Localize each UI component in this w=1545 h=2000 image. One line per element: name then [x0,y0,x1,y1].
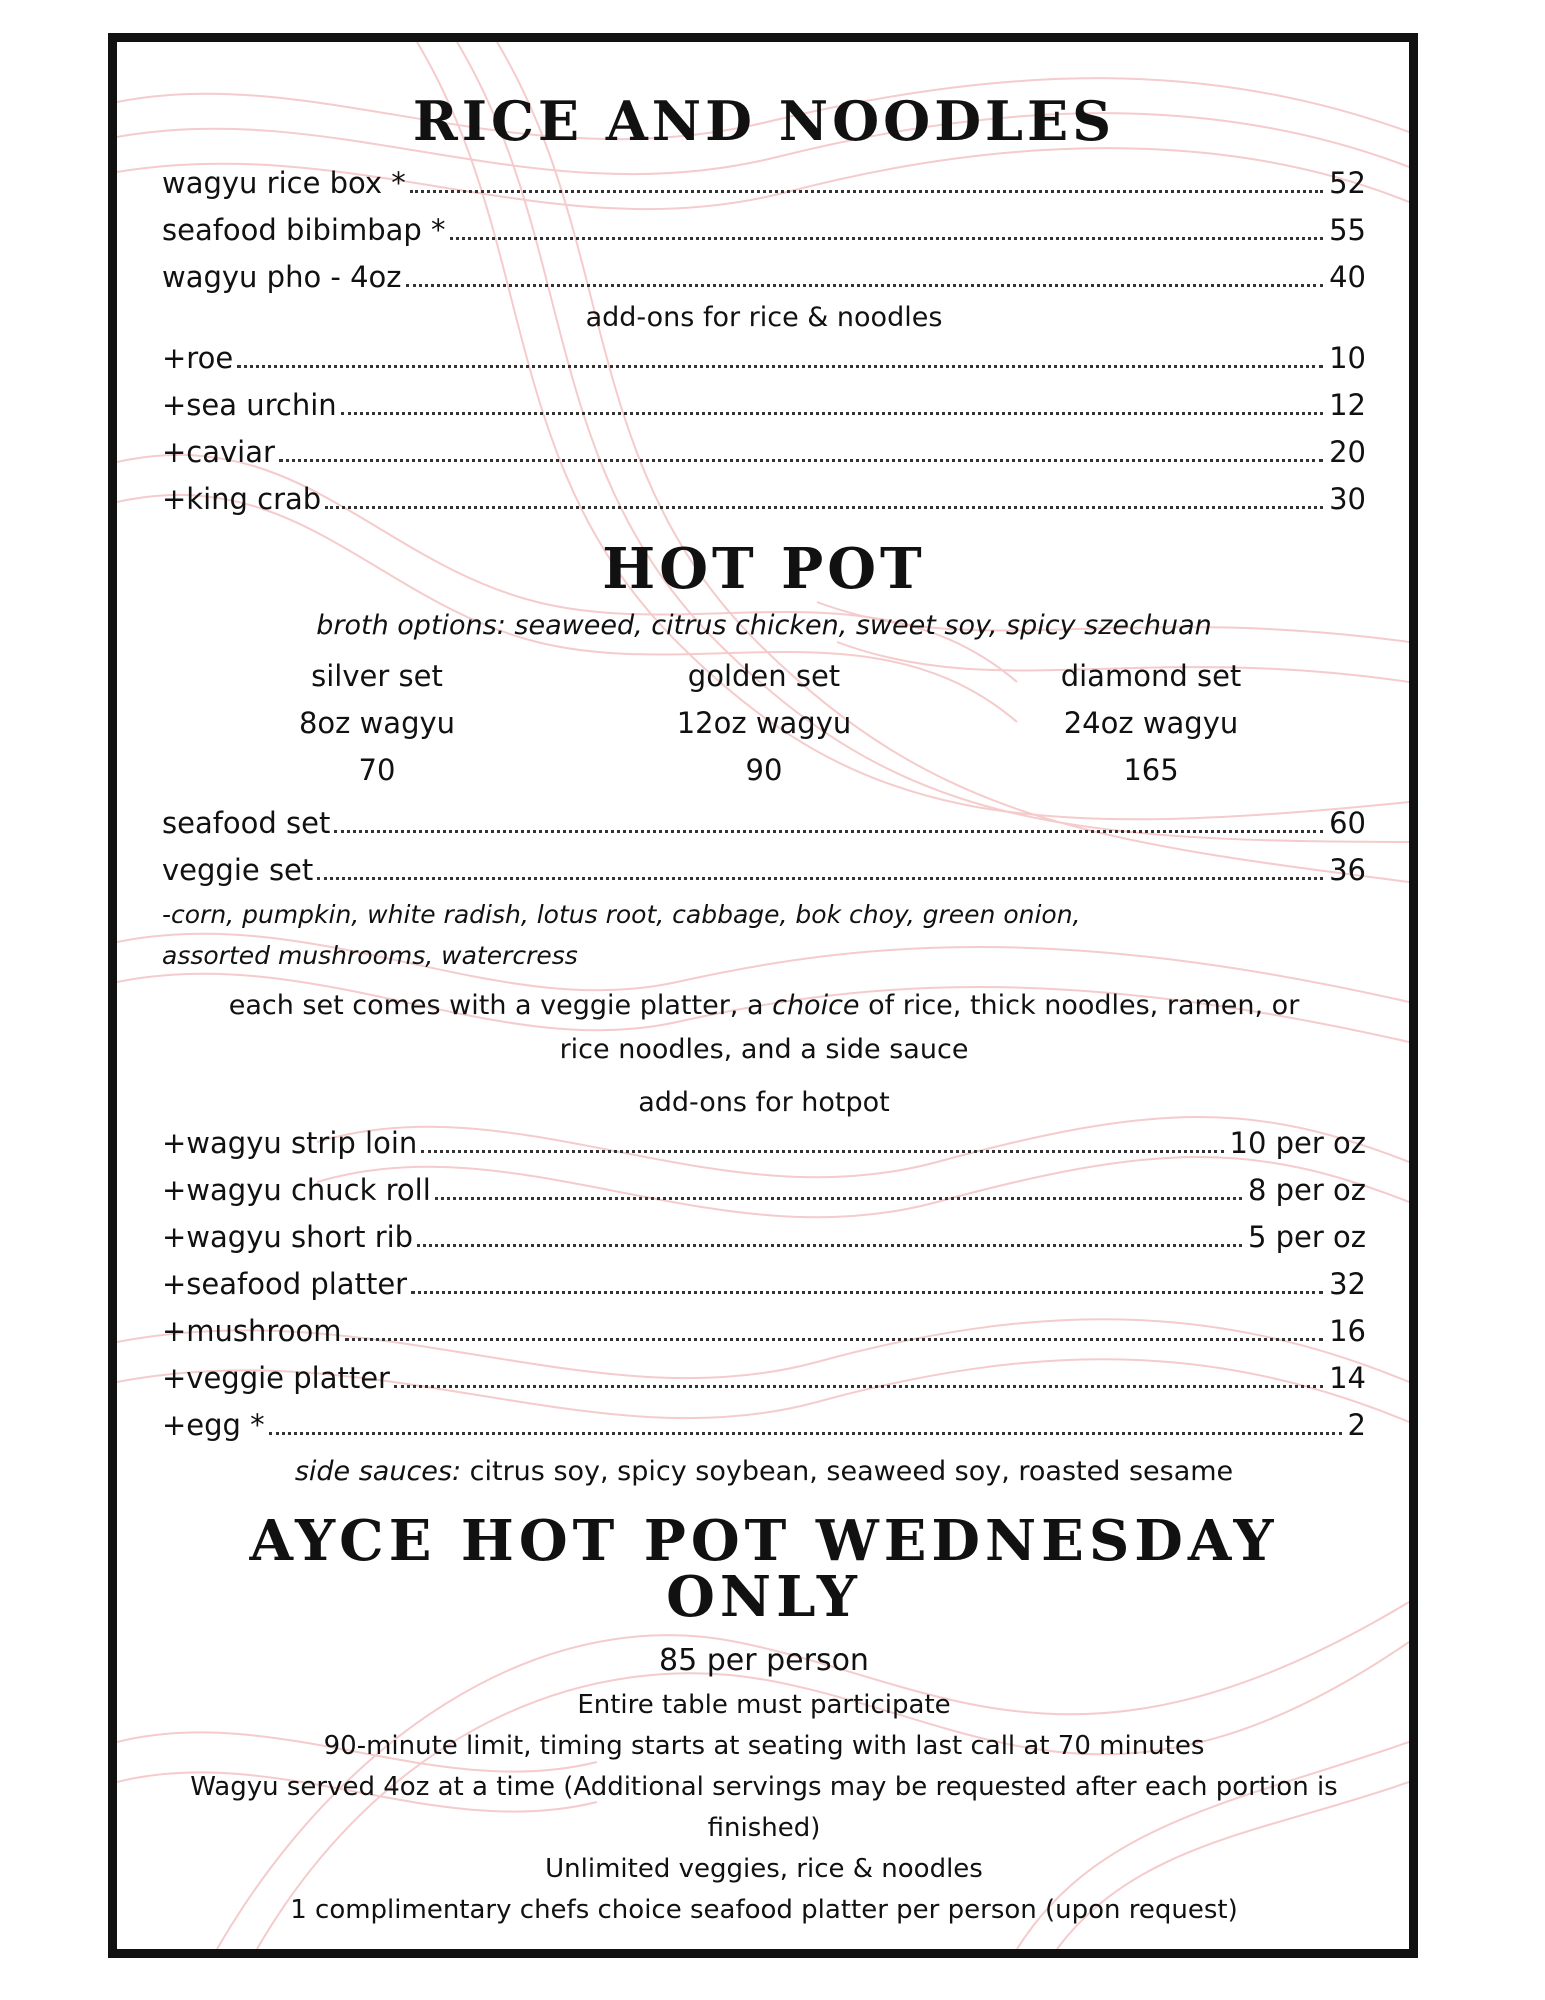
item-name: veggie set [162,853,314,887]
item-name: +mushroom [162,1314,342,1348]
item-price: 14 [1329,1361,1366,1395]
ayce-rule: 90-minute limit, timing starts at seating with last call at 70 minutes [323,1731,1205,1761]
menu-item [162,207,1366,254]
dot-leader [406,284,1324,287]
dot-leader [334,830,1323,833]
menu-item [162,800,1366,847]
item-price: 60 [1329,806,1366,840]
ayce-details [162,1637,1366,1931]
item-name: +veggie platter [162,1361,390,1395]
item-name: +wagyu chuck roll [162,1173,431,1207]
item-name: +roe [162,341,234,375]
item-price: 32 [1329,1267,1366,1301]
section-title-ayce: AYCE HOT POT WEDNESDAY ONLY [249,1508,1279,1630]
set-options [162,653,1366,794]
veggie-note: assorted mushrooms, watercress [162,941,578,970]
dot-leader [279,459,1323,462]
menu-item [162,160,1366,207]
section-title-hot-pot: HOT POT [602,536,926,602]
item-price: 12 [1329,388,1366,422]
ayce-rule: Unlimited veggies, rice & noodles [545,1854,983,1884]
dot-leader [394,1385,1323,1388]
item-price: 10 per oz [1229,1126,1366,1160]
set-silver: silver set 8oz wagyu 70 [298,659,456,787]
set-info: each set comes with a veggie platter, a choice of rice, thick noodles, ramen, or rice noodles, and a side sauce [228,990,1300,1065]
item-name: seafood bibimbap * [162,213,446,247]
addon-item [162,335,1366,382]
dot-leader [410,190,1323,193]
addon-item [162,476,1366,523]
addon-item [162,382,1366,429]
set-diamond: diamond set 24oz wagyu 165 [1060,659,1242,787]
item-name: +wagyu strip loin [162,1126,418,1160]
addon-item [162,1402,1366,1449]
item-name: wagyu rice box * [162,166,406,200]
menu-item [162,254,1366,301]
addon-item [162,1355,1366,1402]
set-golden: golden set 12oz wagyu 90 [676,659,852,787]
dot-leader [421,1150,1223,1153]
item-price: 8 per oz [1247,1173,1366,1207]
item-price: 40 [1329,260,1366,294]
item-price: 52 [1329,166,1366,200]
ayce-price: 85 per person [659,1643,869,1678]
rice-addons-label: add-ons for rice & noodles [585,302,943,333]
addon-item [162,1308,1366,1355]
dot-leader [417,1244,1242,1247]
dot-leader [450,237,1324,240]
dot-leader [237,365,1323,368]
item-price: 20 [1329,435,1366,469]
hotpot-addons-label: add-ons for hotpot [638,1087,890,1118]
ayce-rule: 1 complimentary chefs choice seafood platter per person (upon request) [290,1895,1238,1925]
dot-leader [411,1291,1323,1294]
broth-options: broth options: seaweed, citrus chicken, sweet soy, spicy szechuan [316,610,1212,641]
item-price: 16 [1329,1314,1366,1348]
dot-leader [435,1197,1242,1200]
item-name: +egg * [162,1408,265,1442]
item-price: 5 per oz [1247,1220,1366,1254]
item-name: wagyu pho - 4oz [162,260,402,294]
item-price: 30 [1329,482,1366,516]
item-name: +caviar [162,435,275,469]
item-name: +king crab [162,482,322,516]
menu-page [108,33,1418,1958]
dot-leader [341,412,1323,415]
dot-leader [325,506,1323,509]
addon-item [162,1214,1366,1261]
item-price: 2 [1347,1408,1366,1442]
item-price: 55 [1329,213,1366,247]
item-name: +sea urchin [162,388,337,422]
dot-leader [317,877,1323,880]
addon-item [162,1261,1366,1308]
dot-leader [269,1432,1342,1435]
ayce-rule: finished) [707,1813,821,1843]
item-price: 10 [1329,341,1366,375]
addon-item [162,429,1366,476]
item-price: 36 [1329,853,1366,887]
veggie-note: -corn, pumpkin, white radish, lotus root, cabbage, bok choy, green onion, [162,900,1081,929]
addon-item [162,1120,1366,1167]
menu-item [162,847,1366,894]
section-title-rice-noodles: RICE AND NOODLES [412,89,1116,153]
item-name: +seafood platter [162,1267,408,1301]
side-sauces: side sauces: citrus soy, spicy soybean, seaweed soy, roasted sesame [294,1456,1234,1487]
dot-leader [345,1338,1323,1341]
ayce-rule: Wagyu served 4oz at a time (Additional servings may be requested after each portion is [190,1772,1338,1802]
item-name: +wagyu short rib [162,1220,414,1254]
addon-item [162,1167,1366,1214]
item-name: seafood set [162,806,331,840]
ayce-rule: Entire table must participate [577,1690,951,1720]
